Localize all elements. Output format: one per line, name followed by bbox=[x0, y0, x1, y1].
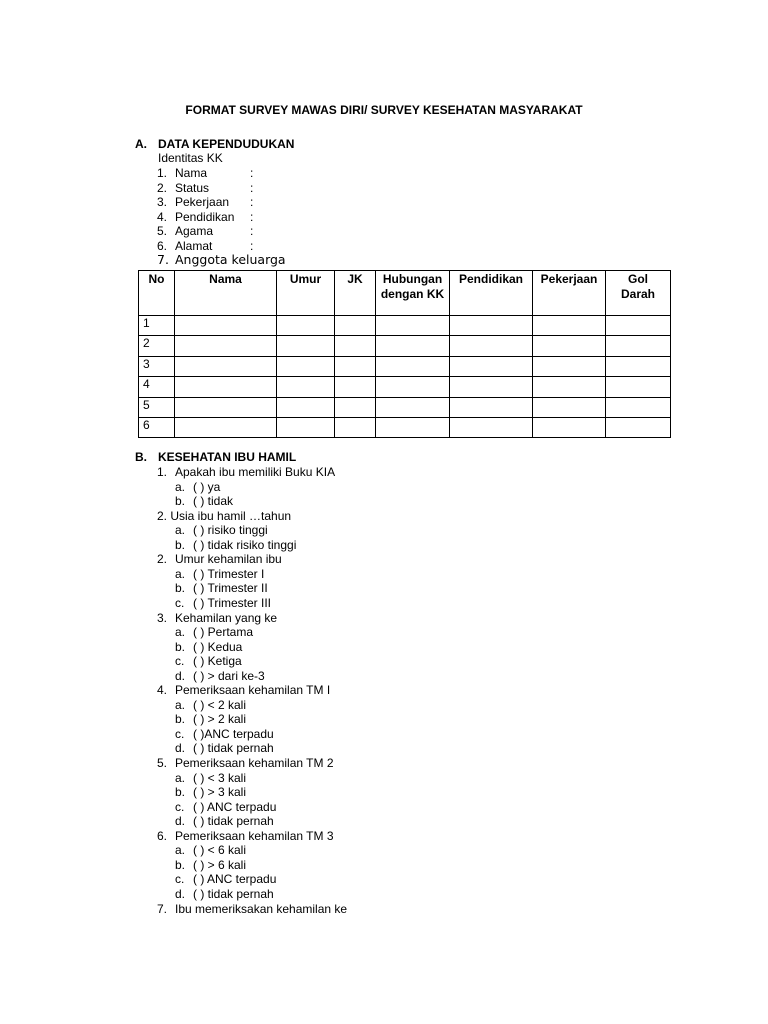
option-text: ( ) Pertama bbox=[193, 625, 254, 640]
document-title: FORMAT SURVEY MAWAS DIRI/ SURVEY KESEHATAN MASYARAKAT bbox=[185, 103, 583, 117]
question-text: Pemeriksaan kehamilan TM 2 bbox=[175, 756, 334, 770]
members-num: 7. bbox=[157, 252, 169, 267]
empty-cell bbox=[335, 397, 376, 417]
row-number-cell: 1 bbox=[139, 316, 175, 336]
row-number-cell: 6 bbox=[139, 417, 175, 437]
field-label: Alamat bbox=[175, 239, 213, 253]
field-colon: : bbox=[250, 166, 254, 180]
empty-cell bbox=[335, 417, 376, 437]
col-header-gol-darah: Gol Darah bbox=[606, 271, 671, 316]
question-number: 6. bbox=[157, 828, 168, 843]
table-body bbox=[139, 316, 671, 438]
option-letter: b. bbox=[175, 537, 186, 552]
field-colon: : bbox=[250, 195, 254, 210]
empty-cell bbox=[376, 316, 450, 336]
empty-cell bbox=[277, 417, 335, 437]
empty-cell bbox=[606, 356, 671, 376]
field-number: 4. bbox=[157, 209, 168, 224]
table-row bbox=[139, 417, 671, 437]
empty-cell bbox=[175, 417, 277, 437]
empty-cell bbox=[175, 356, 277, 376]
empty-cell bbox=[376, 377, 450, 397]
question-text: Apakah ibu memiliki Buku KIA bbox=[175, 465, 336, 479]
field-label: Nama bbox=[175, 166, 208, 180]
empty-cell bbox=[533, 316, 606, 336]
question-text: Kehamilan yang ke bbox=[175, 610, 278, 625]
field-number: 6. bbox=[157, 239, 168, 253]
family-members-table bbox=[138, 270, 671, 438]
empty-cell bbox=[175, 336, 277, 356]
option-letter: a. bbox=[175, 523, 186, 538]
empty-cell bbox=[533, 336, 606, 356]
field-colon: : bbox=[250, 209, 254, 224]
empty-cell bbox=[376, 417, 450, 437]
option-text: ( ) Trimester III bbox=[193, 595, 271, 610]
option-text: ( ) > dari ke-3 bbox=[193, 668, 265, 683]
table-header-row bbox=[139, 271, 671, 316]
question-text: Pemeriksaan kehamilan TM I bbox=[175, 683, 331, 698]
option-text: ( ) tidak risiko tinggi bbox=[193, 537, 297, 552]
option-letter: a. bbox=[175, 479, 186, 494]
empty-cell bbox=[335, 356, 376, 376]
empty-cell bbox=[606, 397, 671, 417]
option-letter: a. bbox=[175, 770, 186, 785]
question-number: 2. bbox=[157, 552, 168, 567]
option-letter: b. bbox=[175, 639, 186, 654]
option-letter: b. bbox=[175, 581, 186, 596]
question-number: 1. bbox=[157, 465, 168, 479]
empty-cell bbox=[175, 377, 277, 397]
field-colon: : bbox=[250, 224, 254, 239]
empty-cell bbox=[533, 397, 606, 417]
section-b-letter: B. bbox=[135, 450, 147, 464]
field-number: 3. bbox=[157, 195, 168, 210]
col-header-jk: JK bbox=[335, 271, 376, 316]
empty-cell bbox=[335, 316, 376, 336]
table-row bbox=[139, 356, 671, 376]
empty-cell bbox=[450, 336, 533, 356]
empty-cell bbox=[175, 316, 277, 336]
field-label: Status bbox=[175, 180, 210, 195]
option-letter: b. bbox=[175, 785, 186, 800]
field-number: 2. bbox=[157, 180, 168, 195]
question-text: Umur kehamilan ibu bbox=[175, 552, 282, 567]
option-letter: c. bbox=[175, 595, 185, 610]
option-letter: d. bbox=[175, 668, 186, 683]
empty-cell bbox=[277, 356, 335, 376]
empty-cell bbox=[606, 417, 671, 437]
option-letter: c. bbox=[175, 726, 185, 741]
option-text: ( ) risiko tinggi bbox=[193, 523, 268, 538]
empty-cell bbox=[533, 377, 606, 397]
table-row bbox=[139, 377, 671, 397]
option-text: ( ) < 3 kali bbox=[193, 770, 247, 785]
empty-cell bbox=[335, 336, 376, 356]
option-letter: a. bbox=[175, 625, 186, 640]
section-b-title: KESEHATAN IBU HAMIL bbox=[158, 450, 297, 464]
option-text: ( ) Trimester I bbox=[193, 566, 265, 581]
option-letter: d. bbox=[175, 741, 186, 756]
option-text: ( ) > 2 kali bbox=[193, 712, 247, 727]
members-label: Anggota keluarga bbox=[175, 252, 286, 267]
row-number-cell: 2 bbox=[139, 336, 175, 356]
empty-cell bbox=[606, 377, 671, 397]
option-text: ( ) ya bbox=[193, 479, 221, 494]
table-row bbox=[139, 397, 671, 417]
field-number: 5. bbox=[157, 224, 168, 239]
option-letter: a. bbox=[175, 843, 186, 858]
option-text: ( ) > 6 kali bbox=[193, 857, 247, 872]
empty-cell bbox=[450, 397, 533, 417]
empty-cell bbox=[450, 356, 533, 376]
option-text: ( )ANC terpadu bbox=[193, 726, 274, 741]
empty-cell bbox=[376, 397, 450, 417]
empty-cell bbox=[277, 397, 335, 417]
col-header-pekerjaan: Pekerjaan bbox=[533, 271, 606, 316]
empty-cell bbox=[335, 377, 376, 397]
table-row bbox=[139, 316, 671, 336]
field-colon: : bbox=[250, 239, 254, 253]
option-letter: b. bbox=[175, 494, 186, 509]
option-text: ( ) > 3 kali bbox=[193, 785, 247, 800]
empty-cell bbox=[606, 316, 671, 336]
option-text: ( ) tidak pernah bbox=[193, 741, 274, 756]
option-letter: c. bbox=[175, 872, 185, 887]
option-text: ( ) < 2 kali bbox=[193, 697, 247, 712]
option-text: ( ) < 6 kali bbox=[193, 843, 247, 858]
row-number-cell: 5 bbox=[139, 397, 175, 417]
empty-cell bbox=[277, 316, 335, 336]
empty-cell bbox=[450, 417, 533, 437]
option-text: ( ) tidak pernah bbox=[193, 814, 274, 829]
option-text: ( ) ANC terpadu bbox=[193, 872, 277, 887]
option-text: ( ) ANC terpadu bbox=[193, 799, 277, 814]
question-number: 3. bbox=[157, 610, 168, 625]
option-text: ( ) tidak pernah bbox=[193, 886, 274, 901]
option-text: ( ) tidak bbox=[193, 494, 234, 509]
option-letter: d. bbox=[175, 886, 186, 901]
option-letter: d. bbox=[175, 814, 186, 829]
field-label: Agama bbox=[175, 224, 214, 239]
empty-cell bbox=[376, 336, 450, 356]
option-letter: b. bbox=[175, 857, 186, 872]
question-text: Pemeriksaan kehamilan TM 3 bbox=[175, 828, 334, 843]
col-header-pendidikan: Pendidikan bbox=[450, 271, 533, 316]
question-number: 7. bbox=[157, 901, 168, 916]
option-letter: c. bbox=[175, 654, 185, 669]
table-row bbox=[139, 336, 671, 356]
col-header-no: No bbox=[139, 271, 175, 316]
empty-cell bbox=[606, 336, 671, 356]
col-header-hubungan: Hubungan dengan KK bbox=[376, 271, 450, 316]
field-label: Pendidikan bbox=[175, 209, 235, 224]
empty-cell bbox=[450, 316, 533, 336]
section-a-title: DATA KEPENDUDUKAN bbox=[158, 137, 295, 151]
option-text: ( ) Trimester II bbox=[193, 581, 268, 596]
row-number-cell: 3 bbox=[139, 356, 175, 376]
option-letter: b. bbox=[175, 712, 186, 727]
section-a-letter: A. bbox=[135, 137, 147, 151]
empty-cell bbox=[175, 397, 277, 417]
field-colon: : bbox=[250, 180, 254, 195]
empty-cell bbox=[277, 336, 335, 356]
question-number: 5. bbox=[157, 756, 168, 770]
empty-cell bbox=[376, 356, 450, 376]
option-text: ( ) Kedua bbox=[193, 639, 243, 654]
empty-cell bbox=[277, 377, 335, 397]
col-header-umur: Umur bbox=[277, 271, 335, 316]
empty-cell bbox=[533, 417, 606, 437]
col-header-nama: Nama bbox=[175, 271, 277, 316]
empty-cell bbox=[450, 377, 533, 397]
question-text: Ibu memeriksakan kehamilan ke bbox=[175, 901, 348, 916]
row-number-cell: 4 bbox=[139, 377, 175, 397]
question-text: 2. Usia ibu hamil …tahun bbox=[157, 508, 292, 523]
option-letter: c. bbox=[175, 799, 185, 814]
identity-label: Identitas KK bbox=[158, 151, 223, 165]
field-number: 1. bbox=[157, 166, 168, 180]
option-text: ( ) Ketiga bbox=[193, 654, 242, 669]
option-letter: a. bbox=[175, 566, 186, 581]
question-number: 4. bbox=[157, 683, 168, 698]
field-label: Pekerjaan bbox=[175, 195, 230, 210]
empty-cell bbox=[533, 356, 606, 376]
option-letter: a. bbox=[175, 697, 186, 712]
